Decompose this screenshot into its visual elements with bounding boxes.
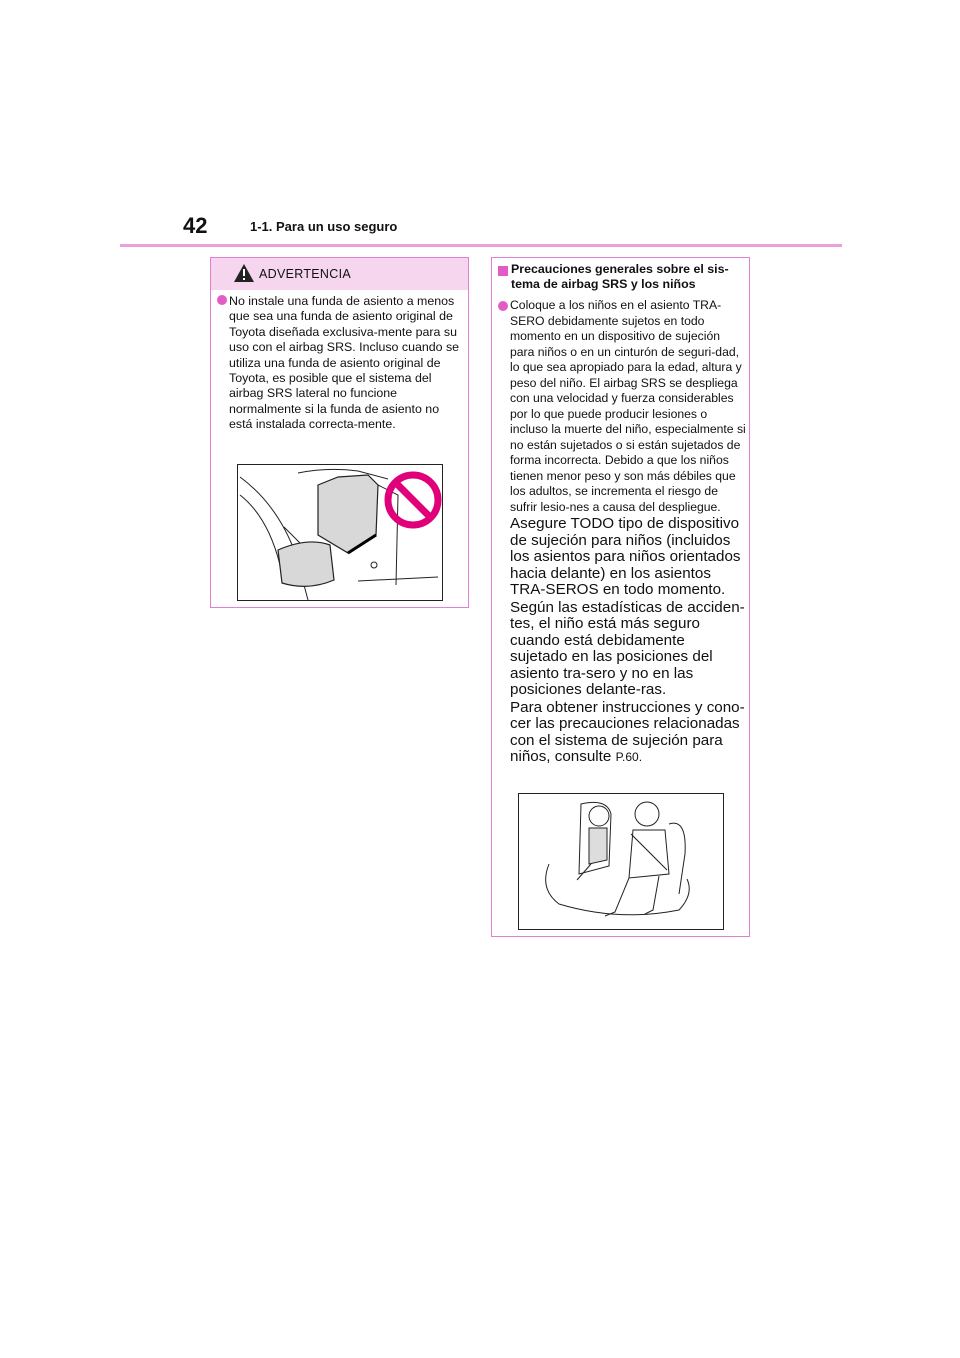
car-seat-figure xyxy=(238,465,442,600)
info-emphasis-2: Según las estadísticas de acciden-tes, el niño está más seguro cuando está debidamente sujetado en las posiciones del asiento tra-sero y no en las posiciones delante-ras. xyxy=(510,598,745,698)
info-emphasis-3-wrap xyxy=(510,700,746,766)
warning-triangle-icon xyxy=(233,263,255,283)
children-in-seat-figure xyxy=(519,794,723,929)
children-seated-illustration xyxy=(518,793,724,930)
bullet-icon xyxy=(498,301,508,311)
bullet-icon xyxy=(217,295,227,305)
square-bullet-icon xyxy=(498,266,508,276)
info-emphasis-1: Asegure TODO tipo de dispositivo de sujeción para niños (incluidos los asientos para niños orientados hacia delante) en los asientos TRA-SEROS en todo momento. xyxy=(510,515,741,598)
header-divider xyxy=(120,244,842,247)
warning-header xyxy=(211,258,468,290)
info-body xyxy=(510,298,746,766)
page-reference-link[interactable]: P.60. xyxy=(615,750,643,764)
info-heading: Precauciones generales sobre el sis-tema de airbag SRS y los niños xyxy=(511,262,729,291)
info-paragraph: Coloque a los niños en el asiento TRA-SERO debidamente sujetos en todo momento en un dispositivo de sujeción para niños o en un cinturón de seguri-dad, lo que sea apropiado para la edad, altura y peso del niño. El airbag SRS se despliega con una velocidad y fuerza considerables por lo que puede producir lesiones o incluso la muerte del niño, especialmente si no están sujetados o si están sujetados de forma incorrecta. Debido a que los niños tienen menor peso y son más débiles que los adultos, se incrementa el riesgo de sufrir lesio-nes a causa del despliegue. xyxy=(510,298,746,514)
warning-box xyxy=(210,257,469,608)
info-box xyxy=(491,257,750,937)
warning-title: ADVERTENCIA xyxy=(259,267,351,281)
page-number: 42 xyxy=(183,213,208,238)
section-title: 1-1. Para un uso seguro xyxy=(250,219,398,234)
info-emphasis-3: Para obtener instrucciones y cono-cer las precauciones relacionadas con el sistema de sujeción para niños, consulte xyxy=(510,698,745,765)
warning-text: No instale una funda de asiento a menos que sea una funda de asiento original de Toyota diseñada exclusiva-mente para su uso con el airbag SRS. Incluso cuando se utiliza una funda de asiento original de Toyota, es posible que el sistema del airbag SRS lateral no funcione normalmente si la funda de asiento no está instalada correcta-mente. xyxy=(229,294,460,432)
seat-cover-illustration xyxy=(237,464,443,601)
